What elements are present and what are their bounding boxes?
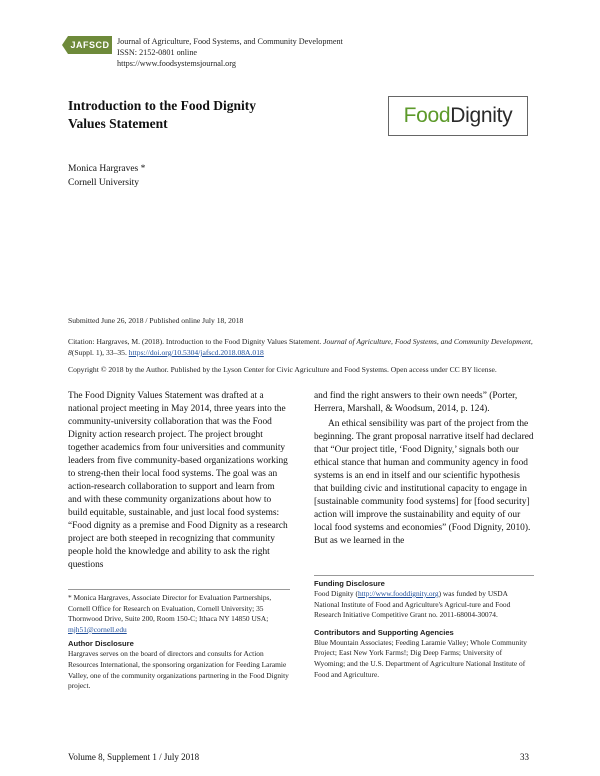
paragraph: An ethical sensibility was part of the project from the beginning. The grant proposal narrative itself had declared that “Our project title, ‘Food Dignity,’ signals both our ethical stance that human and community agency in food systems is an end in itself and our scientific hypothesis that building civic and institutional capacity to engage in [sustainable community food systems] for [food security] action will improve the sustainability and equity of our local food systems and economies” (Food Dignity, 2010). But as we learned in the — [314, 419, 534, 546]
author-disclosure-text: Hargraves serves on the board of directors and consults for Action Resources International, the sponsoring organization for Feeding Laramie Valley, one of the community organizations partnering in the Food Dignity project. — [68, 649, 289, 691]
paragraph: The Food Dignity Values Statement was drafted at a national project meeting in May 2014, three years into the community-university collaboration that was the Food Dignity action research project. The project brought together academics from four universities and community leaders from five community-based organizations working to streng-then their local food systems. The goal was an action-research collaboration to support and learn from and with these community organizations about how to build equitable, sustainable, and just local food systems: “Food dignity as a premise and Food Dignity as a research project are both steeped in recognizing that community people hold the knowledge and ability to ask the right questions — [68, 391, 288, 570]
funding-prefix: Food Dignity ( — [314, 589, 358, 598]
footnote-divider — [314, 575, 534, 576]
funding-url-link[interactable]: http://www.fooddignity.org — [357, 589, 439, 598]
footer-page-number: 33 — [520, 752, 529, 762]
paragraph: and find the right answers to their own needs” (Porter, Herrera, Marshall, & Woodsum, 2014, p. 124). — [314, 391, 518, 414]
contributors-text: Blue Mountain Associates; Feeding Laramie Valley; Whole Community Project; East New York Farms!; Dig Deep Farms; University of Wyoming; and the U.S. Department of Agriculture National Institute of Food and Agriculture. — [314, 637, 527, 679]
article-title-line-2: Values Statement — [68, 116, 168, 131]
logo-text: JAFSCD — [70, 40, 110, 50]
footnote-divider — [68, 589, 290, 590]
author-affiliation: Cornell University — [68, 178, 139, 188]
author-note: * Monica Hargraves, Associate Director for Evaluation Partnerships, Cornell Office for Research on Evaluation, Cornell University; 35 Thornwood Drive, Suite 200, Room 150-C; Ithaca NY 14850 USA; — [68, 593, 272, 624]
logo-dignity-word: Dignity — [450, 104, 513, 127]
citation-doi-link[interactable]: https://doi.org/10.5304/jafscd.2018.08A.018 — [128, 348, 264, 357]
author-name: Monica Hargraves * — [68, 164, 146, 174]
journal-issn: ISSN: 2152-0801 online — [117, 48, 198, 57]
journal-url[interactable]: https://www.foodsystemsjournal.org — [117, 59, 236, 68]
funding-heading: Funding Disclosure — [314, 579, 385, 588]
funding-text: ) was funded by USDA National Institute of Food and Agriculture's Agricul-ture and Food Research Initiative Competitive Grant no. 2011-68004-30074. — [314, 589, 511, 620]
citation-suffix: (Suppl. 1), 33–35. — [71, 348, 129, 357]
citation-journal: Journal of Agriculture, Food Systems, and Community Development, 8 — [68, 337, 533, 357]
journal-info — [117, 36, 343, 69]
submission-dates: Submitted June 26, 2018 / Published online July 18, 2018 — [68, 316, 244, 325]
journal-logo — [68, 36, 112, 54]
citation — [68, 336, 538, 358]
copyright: Copyright © 2018 by the Author. Published by the Lyson Center for Civic Agriculture and Food Systems. Open access under CC BY license. — [68, 365, 497, 374]
article-title-line-1: Introduction to the Food Dignity — [68, 98, 257, 113]
food-dignity-logo — [388, 96, 528, 136]
contributors-heading: Contributors and Supporting Agencies — [314, 627, 454, 637]
body-column-left — [68, 390, 290, 572]
author-email-link[interactable]: mjh51@cornell.edu — [68, 624, 127, 634]
disclosure-footnotes — [314, 578, 534, 680]
logo-arrow-shape — [62, 36, 68, 54]
journal-title: Journal of Agriculture, Food Systems, and Community Development — [117, 37, 343, 46]
author-block — [68, 162, 145, 190]
article-title — [68, 97, 328, 133]
body-column-right — [314, 390, 534, 548]
footer-volume: Volume 8, Supplement 1 / July 2018 — [68, 752, 200, 762]
logo-food-word: Food — [403, 104, 451, 127]
author-disclosure-heading: Author Disclosure — [68, 639, 134, 649]
author-footnote — [68, 593, 290, 692]
citation-prefix: Citation: Hargraves, M. (2018). Introduction to the Food Dignity Values Statement. — [68, 337, 324, 346]
